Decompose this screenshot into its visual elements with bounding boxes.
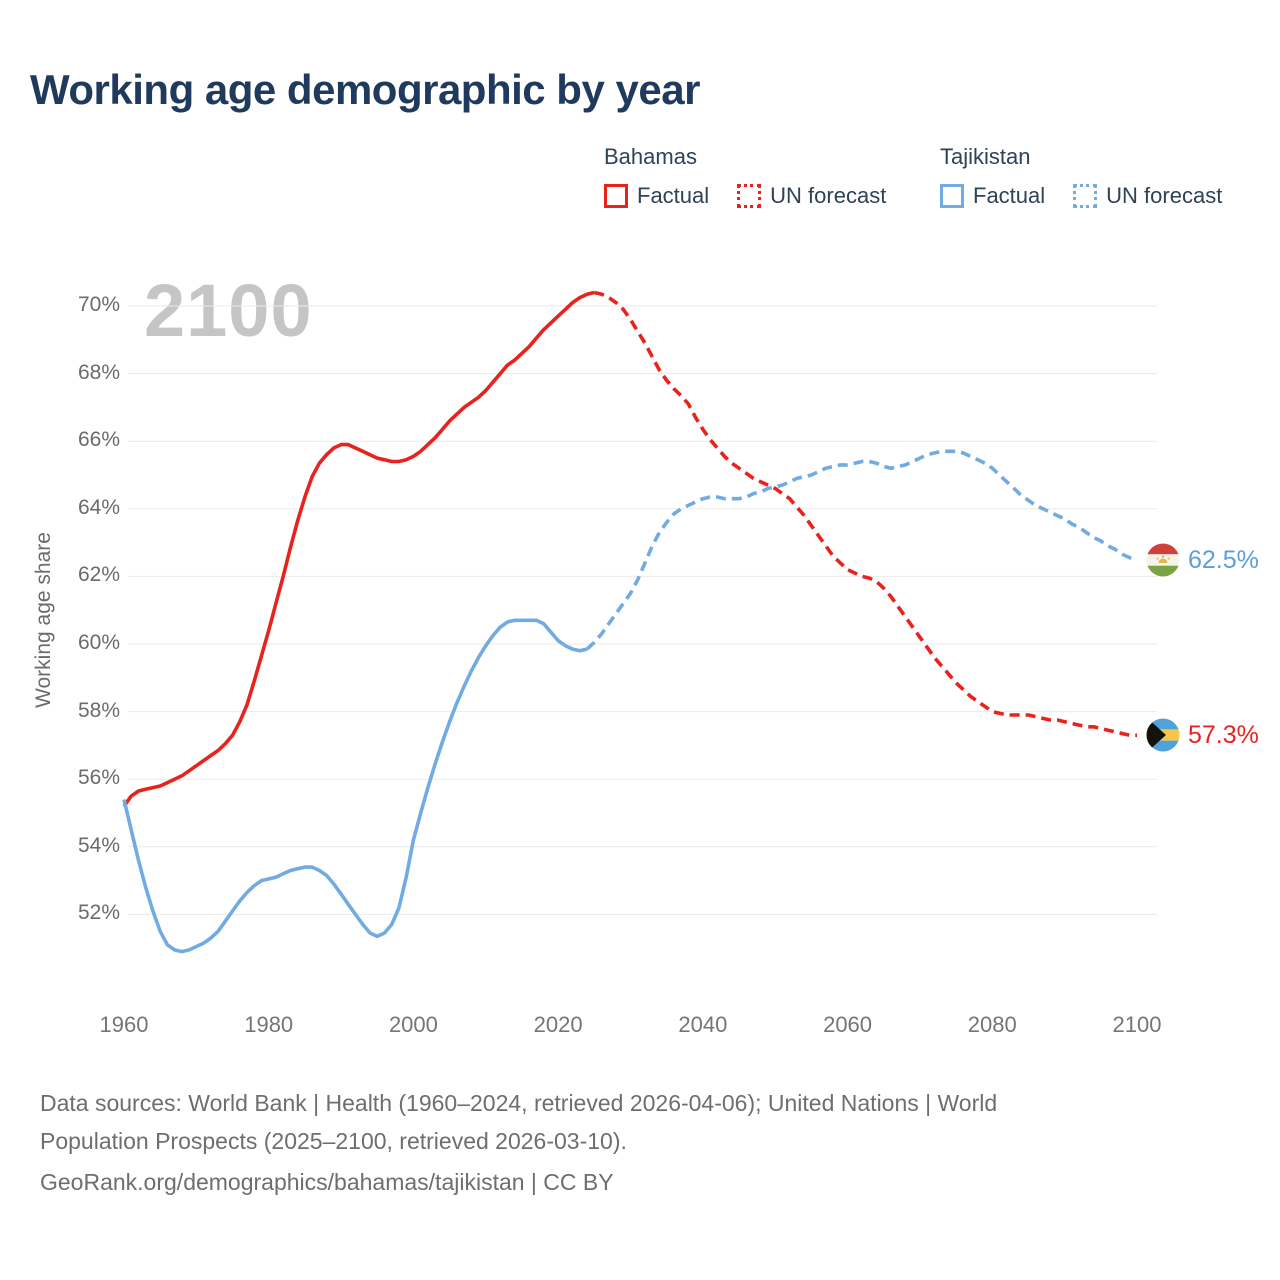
y-tick-label: 68% bbox=[77, 360, 120, 384]
legend-item-bahamas-factual bbox=[604, 183, 709, 209]
legend-swatch-solid-icon bbox=[604, 184, 628, 208]
legend-label: UN forecast bbox=[770, 183, 887, 208]
legend-item-tajikistan-forecast bbox=[1073, 183, 1222, 209]
legend-group-bahamas bbox=[604, 144, 886, 209]
bahamas-flag-icon bbox=[1146, 718, 1180, 752]
legend-label: Factual bbox=[973, 183, 1046, 208]
y-tick-label: 64% bbox=[77, 495, 120, 519]
y-tick-label: 70% bbox=[77, 293, 120, 316]
x-tick-label: 2020 bbox=[533, 1012, 583, 1037]
y-tick-label: 62% bbox=[77, 563, 120, 587]
data-sources-line-1: Data sources: World Bank | Health (1960–2024, retrieved 2026-04-06); United Nations | World bbox=[40, 1090, 998, 1116]
x-tick-label: 2040 bbox=[678, 1012, 728, 1037]
series-tajikistan-forecast bbox=[587, 451, 1137, 649]
tajikistan-flag-icon bbox=[1146, 543, 1180, 577]
end-value-tajikistan: 62.5% bbox=[1188, 545, 1259, 574]
legend-header-bahamas: Bahamas bbox=[604, 144, 697, 169]
y-tick-label: 54% bbox=[77, 833, 120, 857]
legend-label: Factual bbox=[637, 183, 710, 208]
attribution-url: GeoRank.org/demographics/bahamas/tajikistan | CC BY bbox=[40, 1169, 614, 1195]
y-tick-label: 52% bbox=[77, 901, 120, 925]
end-value-bahamas: 57.3% bbox=[1188, 720, 1259, 749]
legend-group-tajikistan bbox=[940, 144, 1222, 209]
legend-label: UN forecast bbox=[1106, 183, 1223, 208]
watermark-year: 2100 bbox=[144, 269, 313, 352]
data-sources-line-2: Population Prospects (2025–2100, retrieved 2026-03-10). bbox=[40, 1128, 627, 1154]
series-bahamas-factual bbox=[124, 293, 594, 807]
x-tick-label: 1960 bbox=[99, 1012, 149, 1037]
end-label-bahamas bbox=[1146, 718, 1259, 752]
page-title: Working age demographic by year bbox=[30, 66, 700, 113]
y-tick-label: 58% bbox=[77, 698, 120, 722]
x-tick-label: 2100 bbox=[1112, 1012, 1162, 1037]
legend-row bbox=[940, 183, 1222, 209]
legend-swatch-solid-icon bbox=[940, 184, 964, 208]
y-tick-label: 66% bbox=[77, 428, 120, 452]
y-tick-label: 60% bbox=[77, 631, 120, 654]
x-tick-label: 2080 bbox=[967, 1012, 1017, 1037]
series-tajikistan-factual bbox=[124, 620, 587, 951]
y-tick-label: 56% bbox=[77, 766, 120, 790]
x-tick-label: 2000 bbox=[388, 1012, 438, 1037]
x-tick-label: 2060 bbox=[823, 1012, 873, 1037]
legend-item-tajikistan-factual bbox=[940, 183, 1045, 209]
legend-header-tajikistan: Tajikistan bbox=[940, 144, 1031, 169]
legend-item-bahamas-forecast bbox=[737, 183, 886, 209]
legend-swatch-dotted-icon bbox=[737, 184, 761, 208]
legend-swatch-dotted-icon bbox=[1073, 184, 1097, 208]
x-tick-label: 1980 bbox=[244, 1012, 294, 1037]
legend-row bbox=[604, 183, 886, 209]
y-axis-title: Working age share bbox=[32, 532, 55, 708]
end-label-tajikistan bbox=[1146, 543, 1259, 577]
